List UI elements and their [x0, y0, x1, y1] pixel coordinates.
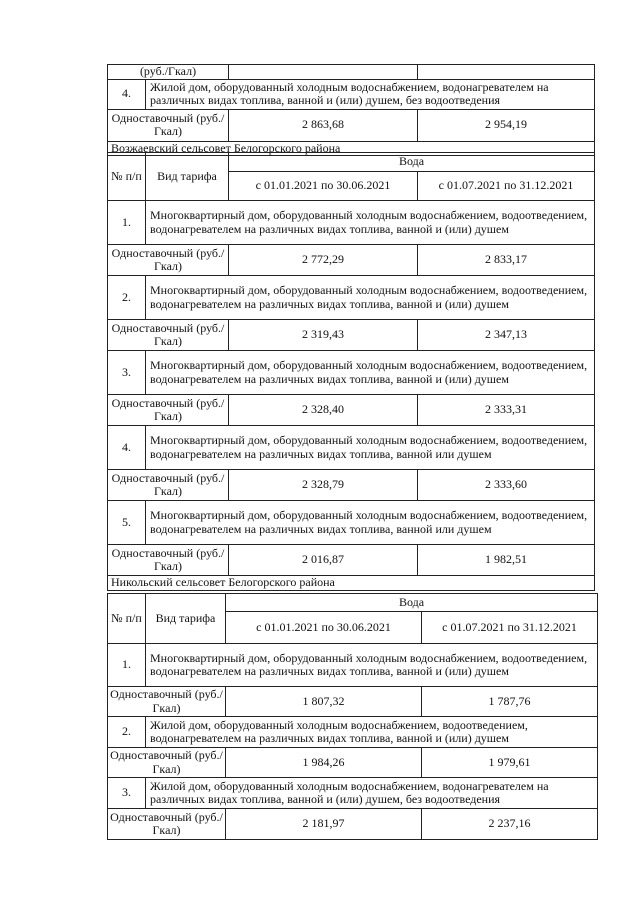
value-period1: 2 328,40 [229, 395, 418, 426]
section-title-nikolsky: Никольский сельсовет Белогорского района [108, 576, 595, 591]
table-row [108, 545, 595, 576]
value-period1: 2 016,87 [229, 545, 418, 576]
row-number: 3. [108, 778, 146, 809]
row-description: Жилой дом, оборудованный холодным водоснабжением, водонагревателем на различных видах топлива, ванной и (или) душем, без водоотведения [146, 778, 598, 809]
row-description: Жилой дом, оборудованный холодным водоснабжением, водоотведением, водонагревателем на различных видах топлива, ванной и (или) душем [146, 717, 598, 748]
table-row [108, 426, 595, 470]
header-period2: с 01.07.2021 по 31.12.2021 [422, 612, 598, 644]
tariff-label: Одноставочный (руб./Гкал) [108, 687, 226, 717]
value-period1: 2 181,97 [226, 809, 422, 840]
value-period2: 2 333,31 [418, 395, 595, 426]
row-number: 2. [108, 276, 146, 320]
value-period2: 2 237,16 [422, 809, 598, 840]
top-empty-cell-1 [229, 65, 418, 80]
header-tariff-kind: Вид тарифа [146, 153, 229, 201]
tariff-label: Одноставочный (руб./Гкал) [108, 809, 226, 840]
row-number: 4. [108, 426, 146, 470]
value-period2: 2 333,60 [418, 470, 595, 501]
value-period1: 2 319,43 [229, 320, 418, 351]
tariff-label: Одноставочный (руб./Гкал) [108, 748, 226, 778]
tariff-label: Одноставочный (руб./Гкал) [108, 470, 229, 501]
value-period1: 1 984,26 [226, 748, 422, 778]
tariff-label: Одноставочный (руб./Гкал) [108, 320, 229, 351]
nikolsky-tariff-table [107, 593, 598, 840]
table-row [108, 809, 598, 840]
table-row [108, 644, 598, 687]
value-period2: 1 787,76 [422, 687, 598, 717]
table-row [108, 778, 598, 809]
header-number: № п/п [108, 594, 146, 644]
value-period2: 1 979,61 [422, 748, 598, 778]
row-number: 1. [108, 644, 146, 687]
row-description: Многоквартирный дом, оборудованный холодным водоснабжением, водоотведением, водонагревателем на различных видах топлива, ванной и (или) душем [146, 201, 595, 245]
section-title-vozzhaevsky: Возжаевский сельсовет Белогорского района [108, 141, 595, 156]
header-number: № п/п [108, 153, 146, 201]
row-number: 1. [108, 201, 146, 245]
top-item-description: Жилой дом, оборудованный холодным водоснабжением, водонагревателем на различных видах топлива, ванной и (или) душем, без водоотведения [146, 79, 595, 109]
tariff-label: Одноставочный (руб./Гкал) [108, 545, 229, 576]
table-row [108, 201, 595, 245]
row-number: 2. [108, 717, 146, 748]
top-item-number: 4. [108, 79, 146, 109]
row-description: Многоквартирный дом, оборудованный холодным водоснабжением, водоотведением, водонагревателем на различных видах топлива, ванной и (или) душем [146, 351, 595, 395]
header-tariff-kind: Вид тарифа [146, 594, 226, 644]
top-tariff-label: Одноставочный (руб./Гкал) [108, 109, 229, 141]
row-description: Многоквартирный дом, оборудованный холодным водоснабжением, водоотведением, водонагревателем на различных видах топлива, ванной или душем [146, 501, 595, 545]
table-row [108, 717, 598, 748]
table-row [108, 245, 595, 276]
row-description: Многоквартирный дом, оборудованный холодным водоснабжением, водоотведением, водонагревателем на различных видах топлива, ванной и (или) душем [146, 644, 598, 687]
table-row [108, 470, 595, 501]
header-period1: с 01.01.2021 по 30.06.2021 [229, 172, 418, 201]
value-period2: 1 982,51 [418, 545, 595, 576]
tariff-label: Одноставочный (руб./Гкал) [108, 395, 229, 426]
value-period1: 1 807,32 [226, 687, 422, 717]
table-row [108, 320, 595, 351]
header-period2: с 01.07.2021 по 31.12.2021 [418, 172, 595, 201]
top-value-period2: 2 954,19 [418, 109, 595, 141]
value-period1: 2 772,29 [229, 245, 418, 276]
table-row [108, 501, 595, 545]
tariff-label: Одноставочный (руб./Гкал) [108, 245, 229, 276]
table-row [108, 351, 595, 395]
row-number: 5. [108, 501, 146, 545]
value-period1: 2 328,79 [229, 470, 418, 501]
vozzhaevsky-tariff-table [107, 152, 595, 591]
row-description: Многоквартирный дом, оборудованный холодным водоснабжением, водоотведением, водонагревателем на различных видах топлива, ванной и (или) душем [146, 276, 595, 320]
top-empty-cell-2 [418, 65, 595, 80]
top-tariff-table [107, 64, 595, 156]
table-row [108, 687, 598, 717]
header-water: Вода [226, 594, 598, 612]
table-row [108, 395, 595, 426]
row-description: Многоквартирный дом, оборудованный холодным водоснабжением, водоотведением, водонагревателем на различных видах топлива, ванной или душем [146, 426, 595, 470]
header-period1: с 01.01.2021 по 30.06.2021 [226, 612, 422, 644]
top-value-period1: 2 863,68 [229, 109, 418, 141]
table-row [108, 276, 595, 320]
top-unit-cell: (руб./Гкал) [108, 65, 229, 80]
row-number: 3. [108, 351, 146, 395]
value-period2: 2 833,17 [418, 245, 595, 276]
table-row [108, 748, 598, 778]
value-period2: 2 347,13 [418, 320, 595, 351]
header-water: Вода [229, 153, 595, 172]
